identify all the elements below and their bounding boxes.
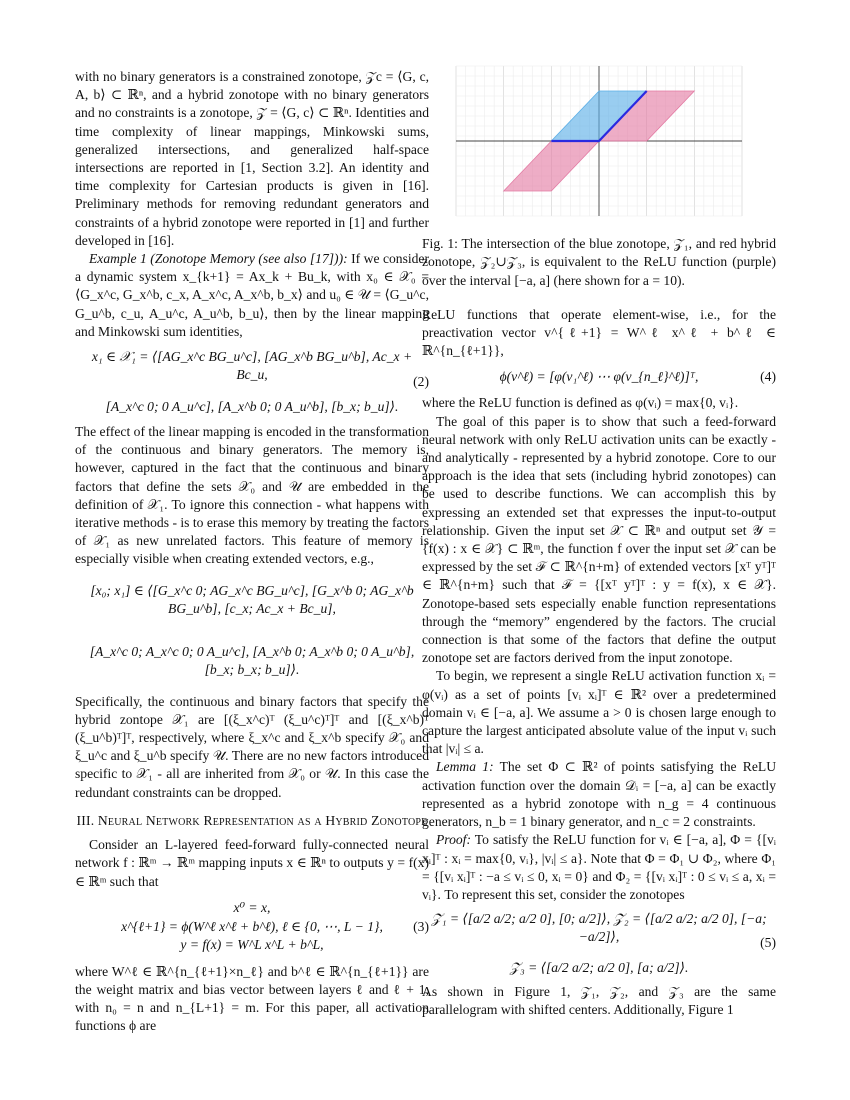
- example-text: If we consider a dynamic system x_{k+1} = Ax_k + Bu_k, with x₀ ∈ 𝒳₀ = ⟨G_x^c, G_x^b, c_x, A_x^c, A_x^b, b_x⟩ and u₀ ∈ 𝒰 = ⟨G_u^c, G_u^b, c_u, A_u^c, A_u^b, b_u⟩, then by the linear mapping and Minkowski sum identities,: [75, 251, 429, 339]
- lemma-paragraph: [422, 758, 776, 831]
- paragraph: As shown in Figure 1, 𝒵₁, 𝒵₂, and 𝒵₃ are the same parallelogram with shifted centers. Additionally, Figure 1: [422, 983, 776, 1017]
- example-paragraph: [75, 250, 429, 341]
- lemma-title: Lemma 1:: [436, 759, 494, 775]
- equation-number: (5): [760, 935, 776, 951]
- equation-2: [75, 347, 429, 417]
- figure-1: [422, 60, 776, 290]
- equation-line: ϕ(v^ℓ) = [φ(v₁^ℓ) ⋯ φ(v_{n_ℓ}^ℓ)]ᵀ,: [499, 369, 699, 385]
- paragraph: with no binary generators is a constrained zonotope, 𝒵c = ⟨G, c, A, b⟩ ⊂ ℝⁿ, and a hybrid zonotope with no binary generators and no constraints is a zonotope, 𝒵 = ⟨G, c⟩ ⊂ ℝⁿ. Identities and time complexity of linear mappings, Minkowski sums, generalized intersections, and generalized half-space intersections are reported in [1, Section 3.2]. An identity and time complexity for Cartesian products is given in [16]. Preliminary methods for removing redundant generators and constraints of a hybrid zonotope were reported in [1] and further developed in [16].: [75, 69, 429, 248]
- proof-text: To satisfy the ReLU function for vᵢ ∈ [−a, a], Φ = {[vᵢ xᵢ]ᵀ : xᵢ = max{0, vᵢ}, |vᵢ| ≤ a}. Note that Φ = Φ₁ ∪ Φ₂, where Φ₁ = {[vᵢ xᵢ]ᵀ : −a ≤ vᵢ ≤ 0, xᵢ = 0} and Φ₂ = {[vᵢ xᵢ]ᵀ : 0 ≤ vᵢ ≤ a, xᵢ = vᵢ}. To represent this set, consider the zonotopes: [422, 832, 776, 902]
- equation-line: y = f(x) = W^L x^L + b^L,: [180, 936, 324, 952]
- section-heading: III. Neural Network Representation as a Hybrid Zonotope: [76, 812, 428, 828]
- equation-line: x^{ℓ+1} = ϕ(W^ℓ x^ℓ + b^ℓ), ℓ ∈ {0, ⋯, L − 1},: [121, 918, 383, 934]
- paragraph: The effect of the linear mapping is encoded in the transformation of the continuous and binary generators. The memory is, however, captured in the fact that the continuous and binary factors that define the sets 𝒳₀ and 𝒰 are embedded in the definition of 𝒳₁. To ignore this connection - what happens with iterative methods - is to erase this memory by treating the factors of 𝒳₁ as new unrelated factors. This feature of memory is especially visible when creating extended vectors, e.g.,: [75, 424, 429, 567]
- equation-extended: [75, 575, 429, 687]
- relu-chart: [422, 60, 776, 222]
- paragraph: ReLU functions that operate element-wise, i.e., for the preactivation vector v^{ℓ+1} = W^ℓ x^ℓ + b^ℓ ∈ ℝ^{n_{ℓ+1}},: [422, 306, 776, 359]
- equation-number: (4): [760, 369, 776, 385]
- equation-4: [422, 366, 776, 388]
- equation-number: (3): [413, 918, 429, 934]
- paragraph: The goal of this paper is to show that such a feed-forward neural network with only ReLU activation units can be exactly - and analytically - represented by a hybrid zonotope. Core to our approach is the idea that sets (including hybrid zonotopes) can be used to describe functions. We can accomplish this by expressing an extended set that expresses the input-to-output relationship. Given the input set 𝒳 ⊂ ℝⁿ and output set 𝒴 = {f(x) : x ∈ 𝒳} ⊂ ℝᵐ, the function f over the input set 𝒳 can be expressed by the set ℱ ⊂ ℝ^{n+m} of extended vectors [xᵀ yᵀ]ᵀ ∈ ℝ^{n+m} such that ℱ = {[xᵀ yᵀ]ᵀ : y = f(x), x ∈ 𝒳}. Zonotope-based sets especially enable function representations through the “memory” engendered by the factors. The crucial connection is that some of the factors that define the output zonotope set are factors derived from the input zonotope.: [422, 413, 776, 666]
- equation-line: [A_x^c 0; 0 A_u^c], [A_x^b 0; 0 A_u^b], [b_x; b_u]⟩.: [105, 399, 399, 415]
- figure-caption: Fig. 1: The intersection of the blue zonotope, 𝒵₁, and red hybrid zonotope, 𝒵₂∪𝒵₃, is equivalent to the ReLU function (purple) over the interval [−a, a] (here shown for a = 10).: [422, 236, 776, 288]
- paragraph: where the ReLU function is defined as φ(vᵢ) = max{0, vᵢ}.: [422, 395, 739, 411]
- paragraph: Specifically, the continuous and binary factors that specify the hybrid zontope 𝒳₁ are [(ξ_x^c)ᵀ (ξ_u^c)ᵀ]ᵀ and [(ξ_x^b)ᵀ (ξ_u^b)ᵀ]ᵀ, respectively, where ξ_x^c and ξ_x^b specify 𝒳₀ and ξ_u^c and ξ_u^b specify 𝒰. There are no new factors introduced specific to 𝒳₁ - all are inherited from 𝒳₀ or 𝒰. In this case the redundant constraints can be dropped.: [75, 693, 429, 800]
- equation-line: 𝒵₁ = ⟨[a/2 a/2; a/2 0], [0; a/2]⟩, 𝒵₂ = ⟨[a/2 a/2; a/2 0], [−a; −a/2]⟩,: [431, 911, 767, 945]
- left-column: [75, 68, 429, 1036]
- proof-title: Proof:: [436, 832, 471, 848]
- equation-line: [A_x^c 0; A_x^c 0; 0 A_u^c], [A_x^b 0; A_x^b 0; 0 A_u^b], [b_x; b_x; b_u]⟩.: [89, 643, 415, 677]
- paragraph: where W^ℓ ∈ ℝ^{n_{ℓ+1}×n_ℓ} and b^ℓ ∈ ℝ^{n_{ℓ+1}} are the weight matrix and bias vector between layers ℓ and ℓ + 1, with n₀ = n and n_{L+1} = m. For this paper, all activation functions ϕ are: [75, 963, 429, 1034]
- paragraph: To begin, we represent a single ReLU activation function xᵢ = φ(vᵢ) as a set of points [vᵢ xᵢ]ᵀ ∈ ℝ² over a predetermined domain vᵢ ∈ [−a, a]. We assume a > 0 is chosen large enough to capture the largest anticipated absolute value of the input vᵢ such that |vᵢ| ≤ a.: [422, 668, 776, 757]
- equation-5: [422, 910, 776, 977]
- equation-line: [x₀; x₁] ∈ ⟨[G_x^c 0; AG_x^c BG_u^c], [G_x^b 0; AG_x^b BG_u^b], [c_x; Ac_x + Bc_u],: [90, 583, 414, 617]
- proof-paragraph: [422, 831, 776, 904]
- equation-line: 𝒵₃ = ⟨[a/2 a/2; a/2 0], [a; a/2]⟩.: [509, 959, 689, 975]
- equation-line: x⁰ = x,: [233, 900, 271, 916]
- paragraph: Consider an L-layered feed-forward fully-connected neural network f : ℝᵐ → ℝᵐ mapping inputs x ∈ ℝⁿ to outputs y = f(x) ∈ ℝᵐ such that: [75, 837, 429, 889]
- equation-number: (2): [413, 373, 429, 389]
- equation-3: [75, 897, 429, 957]
- example-title: Example 1 (Zonotope Memory (see also [17])):: [89, 251, 348, 267]
- equation-line: x₁ ∈ 𝒳₁ = ⟨[AG_x^c BG_u^c], [AG_x^b BG_u^b], Ac_x + Bc_u,: [91, 348, 413, 382]
- lemma-text: The set Φ ⊂ ℝ² of points satisfying the ReLU activation function over the domain 𝒟ᵢ = [−a, a] can be exactly represented as a hybrid zonotope with n_g = 4 continuous generators, n_b = 1 binary generator, and n_c = 2 constraints.: [422, 759, 777, 830]
- right-column: [422, 60, 776, 1019]
